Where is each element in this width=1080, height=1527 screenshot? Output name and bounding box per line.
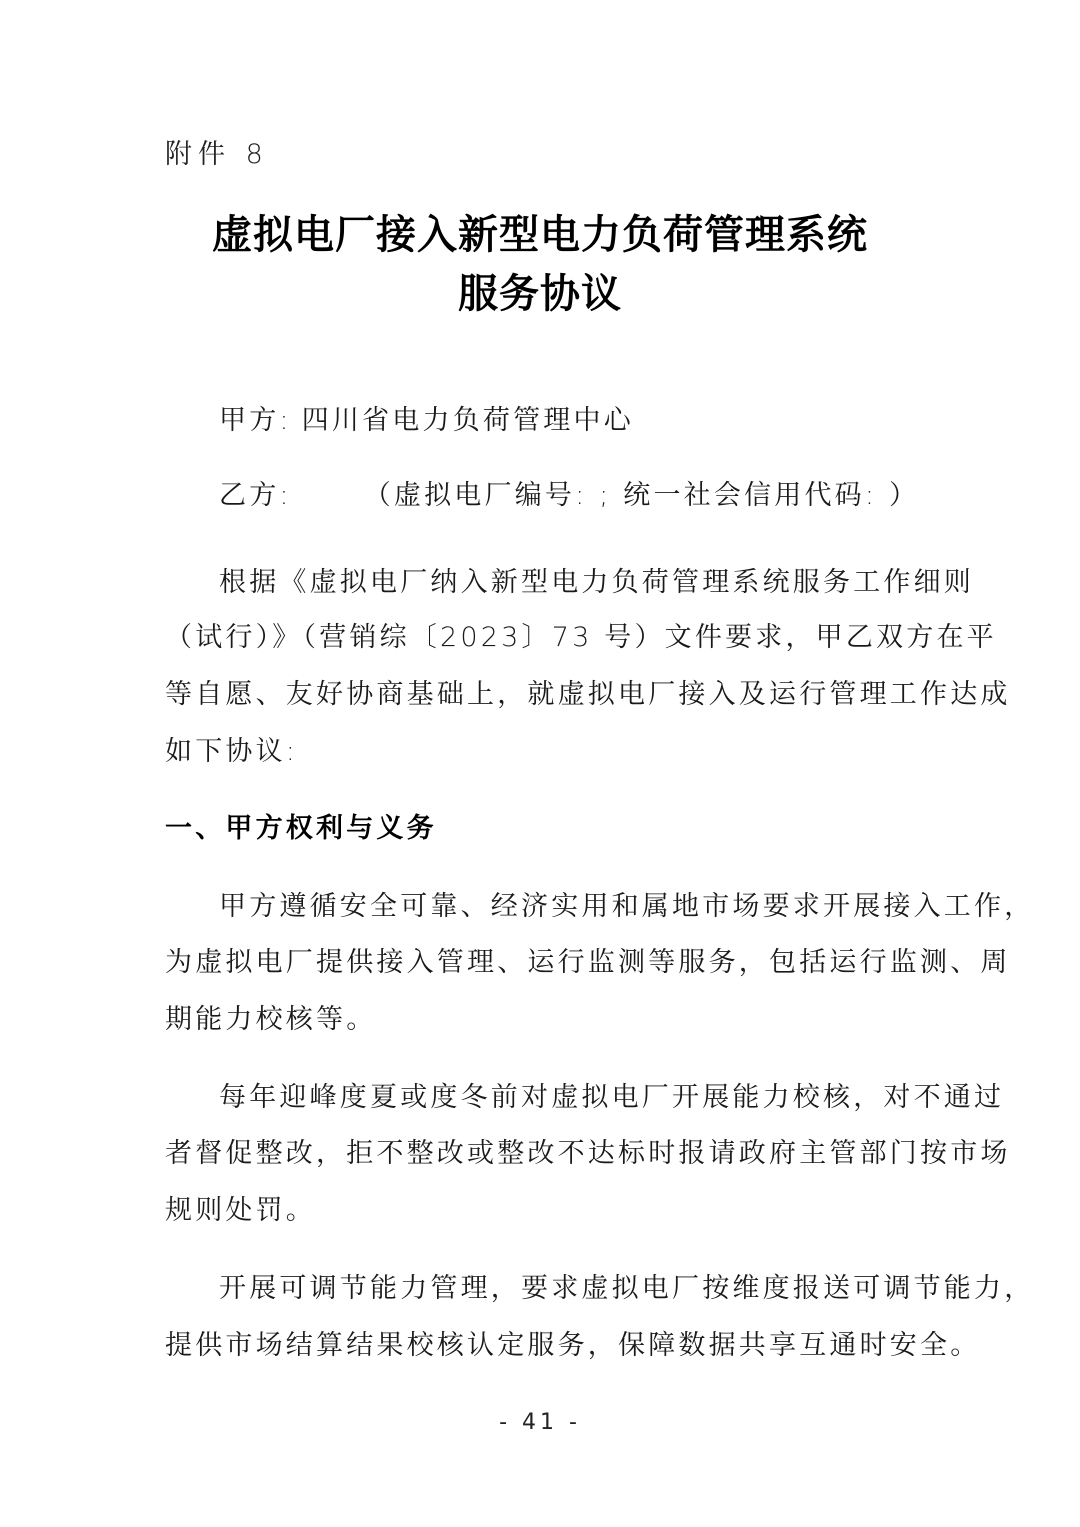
party-b-line <box>219 473 919 512</box>
paragraph-line: 每年迎峰度夏或度冬前对虚拟电厂开展能力校核，对不通过 <box>219 1082 1005 1113</box>
intro-line: 如下协议: <box>165 736 299 767</box>
party-a-value: 四川省电力负荷管理中心 <box>301 405 634 436</box>
attachment-label: 附件 8 <box>165 139 269 170</box>
paragraph-line: 甲方遵循安全可靠、经济实用和属地市场要求开展接入工作， <box>219 891 1035 922</box>
intro-line: 根据《虚拟电厂纳入新型电力负荷管理系统服务工作细则 <box>219 567 974 598</box>
party-a-label: 甲方: <box>219 405 292 436</box>
party-b-value: （虚拟电厂编号: ; 统一社会信用代码: ） <box>363 480 920 511</box>
paragraph-line: 规则处罚。 <box>165 1195 316 1226</box>
section-heading: 一、甲方权利与义务 <box>165 813 437 844</box>
paragraph-line: 为虚拟电厂提供接入管理、运行监测等服务，包括运行监测、周 <box>165 947 1011 978</box>
paragraph-line: 者督促整改，拒不整改或整改不达标时报请政府主管部门按市场 <box>165 1138 1011 1169</box>
paragraph-line: 提供市场结算结果校核认定服务，保障数据共享互通时安全。 <box>165 1330 981 1361</box>
document-title-line-1: 虚拟电厂接入新型电力负荷管理系统 <box>212 211 868 258</box>
document-title-line-2: 服务协议 <box>458 270 622 317</box>
party-a-line <box>219 398 634 437</box>
intro-line: 等自愿、友好协商基础上，就虚拟电厂接入及运行管理工作达成 <box>165 679 1011 710</box>
page-number: - 41 - <box>499 1410 581 1435</box>
paragraph-line: 期能力校核等。 <box>165 1004 377 1035</box>
paragraph-line: 开展可调节能力管理，要求虚拟电厂按维度报送可调节能力， <box>219 1273 1035 1304</box>
intro-line: （试行）》（营销综〔2023〕73 号）文件要求，甲乙双方在平 <box>165 622 997 653</box>
party-b-label: 乙方: <box>219 480 292 511</box>
